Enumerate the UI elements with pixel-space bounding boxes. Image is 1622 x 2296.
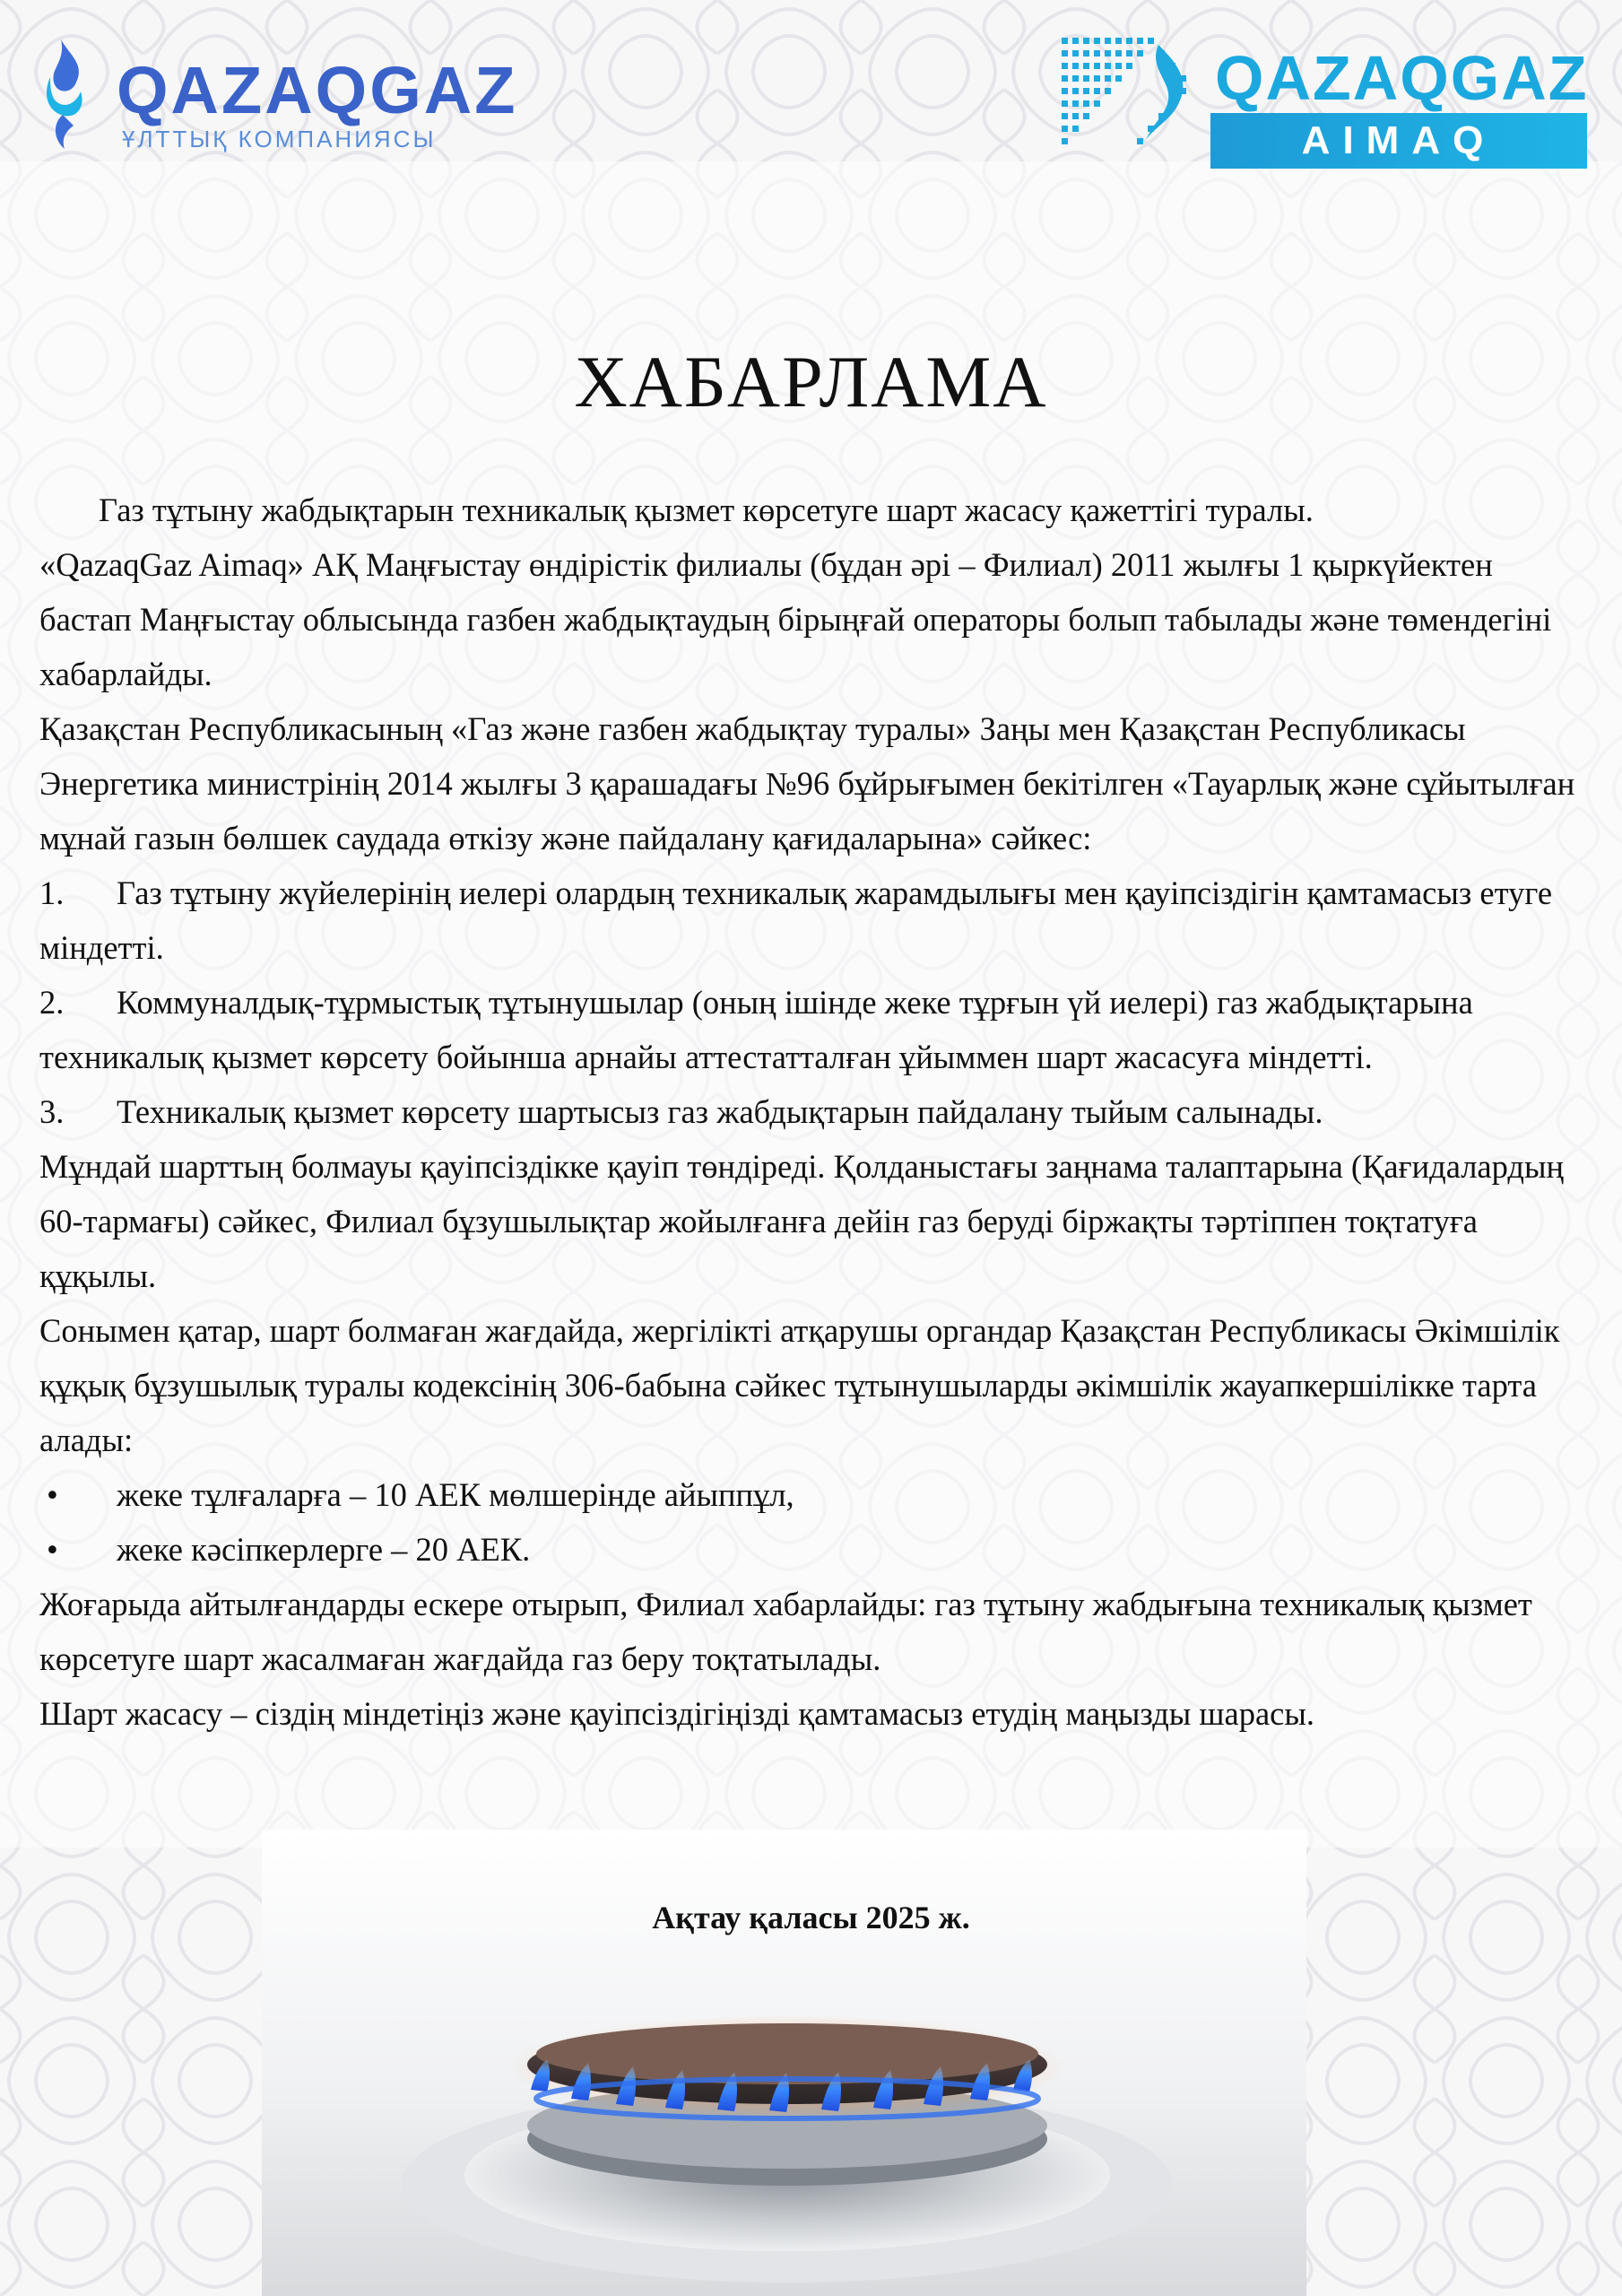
consequence-paragraph: Мұндай шарттың болмауы қауіпсіздікке қауіп төндіреді. Қолданыстағы заңнама талаптарына (Қағидалардың 60-тармағы) сәйкес, Филиал бұзушылықтар жойылғанға дейін газ беруді біржақты тәртіппен тоқтатуға құқылы. bbox=[39, 1148, 1565, 1294]
city-year: Ақтау қаласы 2025 ж. bbox=[652, 1900, 970, 1935]
bullet-item bbox=[39, 1522, 1585, 1577]
numbered-item bbox=[39, 1084, 1585, 1139]
numbered-item bbox=[39, 975, 1585, 1084]
page-title: ХАБАРЛАМА bbox=[574, 341, 1048, 422]
qazaqgaz-logo-name: QAZAQGAZ bbox=[117, 53, 518, 127]
qazaqgaz-flame-icon bbox=[34, 38, 90, 152]
document-body bbox=[39, 483, 1585, 1741]
liability-paragraph: Сонымен қатар, шарт болмаған жағдайда, жергілікті атқарушы органдар Қазақстан Республикасы Әкімшілік құқық бұзушылық туралы кодексінің 306-бабына сәйкес тұтынушыларды әкімшілік жауапкершілікке тарта алады: bbox=[39, 1312, 1560, 1458]
item-text: Газ тұтыну жүйелерінің иелері олардың техникалық жарамдылығы мен қауіпсіздігін қамтамасыз етуге міндетті. bbox=[39, 874, 1553, 966]
aimaq-dot-grid-icon bbox=[1058, 32, 1201, 151]
bullet-icon: • bbox=[47, 1531, 58, 1568]
closing-line: Шарт жасасу – сіздің міндетіңіз және қауіпсіздігіңізді қамтамасыз етудің маңызды шарасы. bbox=[39, 1695, 1315, 1732]
aimaq-logo-name: QAZAQGAZ bbox=[1215, 43, 1589, 113]
item-number: 1. bbox=[39, 874, 65, 911]
qazaqgaz-logo-subtitle: ҰЛТТЫҚ КОМПАНИЯСЫ bbox=[122, 126, 437, 152]
aimaq-logo-subtitle: AIMAQ bbox=[1301, 118, 1496, 162]
intro-paragraph: «QazaqGaz Aimaq» АҚ Маңғыстау өндірістік филиалы (бұдан әрі – Филиал) 2011 жылғы 1 қыркүйектен бастап Маңғыстау облысында газбен жабдықтаудың бірыңғай операторы болып табылады және төмендегіні хабарлайды. bbox=[39, 546, 1552, 692]
closing-paragraph: Жоғарыда айтылғандарды ескере отырып, Филиал хабарлайды: газ тұтыну жабдығына техникалық қызмет көрсетуге шарт жасалмаған жағдайда газ беру тоқтатылады. bbox=[39, 1586, 1532, 1677]
item-text: Коммуналдық-тұрмыстық тұтынушылар (оның ішінде жеке тұрғын үй иелері) газ жабдықтарына техникалық қызмет көрсету бойынша арнайы аттестатталған ұйыммен шарт жасасуға міндетті. bbox=[39, 984, 1473, 1075]
bullet-text: жеке тұлғаларға – 10 АЕК мөлшерінде айыппұл, bbox=[117, 1476, 794, 1513]
numbered-item bbox=[39, 865, 1585, 975]
bullet-text: жеке кәсіпкерлерге – 20 АЕК. bbox=[117, 1531, 531, 1568]
bullet-icon: • bbox=[47, 1476, 58, 1513]
item-text: Техникалық қызмет көрсету шартысыз газ жабдықтарын пайдалану тыйым салынады. bbox=[117, 1093, 1323, 1130]
qazaqgaz-logo bbox=[34, 38, 572, 154]
qazaqgaz-aimaq-logo bbox=[1058, 27, 1596, 162]
law-paragraph: Қазақстан Республикасының «Газ және газбен жабдықтау туралы» Заңы мен Қазақстан Республикасы Энергетика министрінің 2014 жылғы 3 қарашадағы №96 бұйрығымен бекітілген «Тауарлық және сұйытылған мұнай газын бөлшек саудада өткізу және пайдалану қағидаларына» сәйкес: bbox=[39, 710, 1575, 857]
item-number: 3. bbox=[39, 1093, 65, 1130]
intro-line: Газ тұтыну жабдықтарын техникалық қызмет көрсетуге шарт жасасу қажеттігі туралы. bbox=[99, 491, 1314, 528]
item-number: 2. bbox=[39, 984, 65, 1021]
bullet-item bbox=[39, 1467, 1585, 1522]
